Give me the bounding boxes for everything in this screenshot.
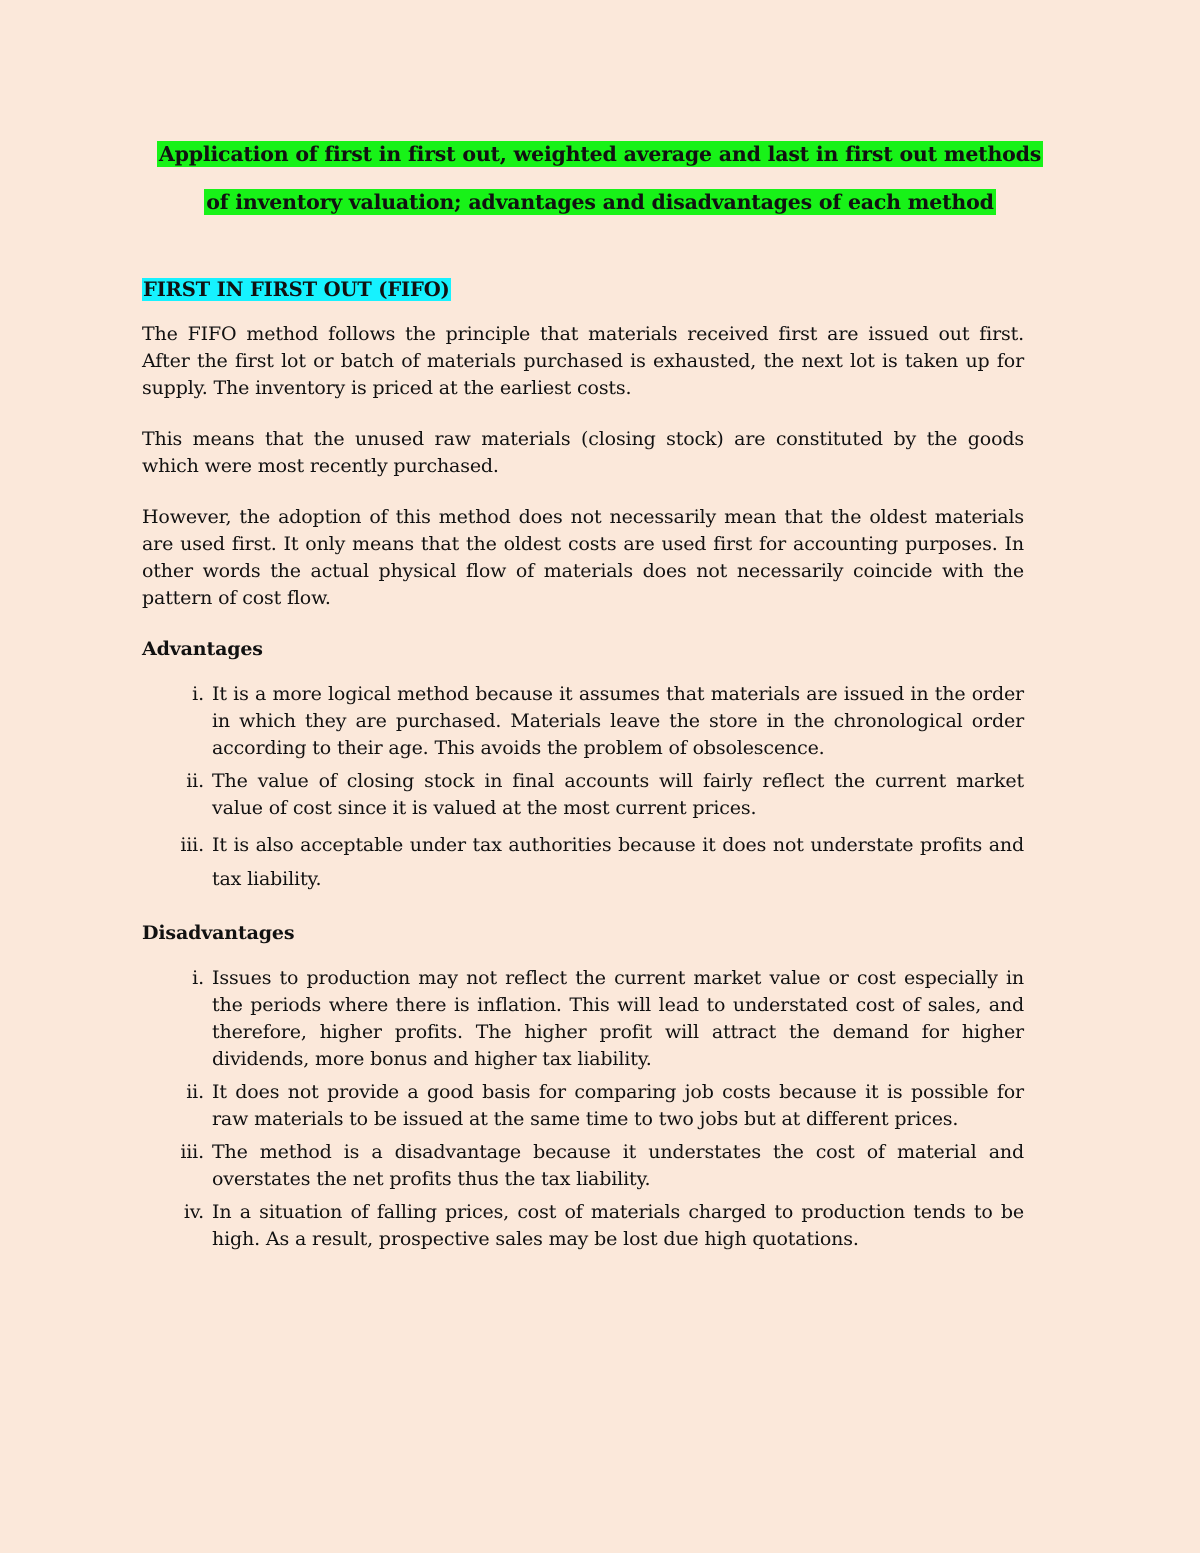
fifo-paragraph-2: This means that the unused raw materials (closing stock) are constituted by the goods which were most recently purchased.	[142, 428, 1024, 477]
list-number: ii.	[186, 1081, 204, 1103]
list-item	[142, 1139, 1024, 1193]
fifo-heading: FIRST IN FIRST OUT (FIFO)	[143, 278, 450, 301]
list-text: The method is a disadvantage because it understates the cost of material and overstates the net profits thus the tax liability.	[212, 1141, 1024, 1190]
list-number: iv.	[183, 1201, 204, 1223]
disadvantages-list	[142, 965, 1024, 1253]
list-item	[142, 828, 1024, 896]
advantages-heading: Advantages	[142, 638, 263, 660]
list-text: The value of closing stock in final accounts will fairly reflect the current market value of cost since it is valued at the most current prices.	[212, 770, 1024, 819]
fifo-paragraph-3: However, the adoption of this method does not necessarily mean that the oldest materials are used first. It only means that the oldest costs are used first for accounting purposes. In other words the actual physical flow of materials does not necessarily coincide with the pattern of cost flow.	[142, 506, 1024, 609]
list-text: In a situation of falling prices, cost of materials charged to production tends to be high. As a result, prospective sales may be lost due high quotations.	[212, 1201, 1024, 1250]
title-line-1: Application of first in first out, weighted average and last in first out methods	[158, 142, 1042, 166]
document-body	[142, 276, 1024, 1277]
list-item	[142, 1199, 1024, 1253]
list-text: Issues to production may not reflect the current market value or cost especially in the periods where there is inflation. This will lead to understated cost of sales, and therefore, higher profits. The higher profit will attract the demand for higher dividends, more bonus and higher tax liability.	[212, 967, 1024, 1070]
list-text: It does not provide a good basis for comparing job costs because it is possible for raw materials to be issued at the same time to two jobs but at different prices.	[212, 1081, 1024, 1130]
disadvantages-heading: Disadvantages	[142, 922, 295, 944]
list-number: iii.	[180, 834, 204, 856]
list-number: ii.	[186, 770, 204, 792]
advantages-list	[142, 681, 1024, 896]
list-item	[142, 965, 1024, 1073]
list-item	[142, 1079, 1024, 1133]
list-number: i.	[192, 683, 204, 705]
list-text: It is a more logical method because it assumes that materials are issued in the order in which they are purchased. Materials leave the store in the chronological order according to their age. This avoids the problem of obsolescence.	[212, 683, 1024, 759]
list-number: iii.	[180, 1141, 204, 1163]
title-line-2: of inventory valuation; advantages and disadvantages of each method	[206, 190, 994, 214]
list-text: It is also acceptable under tax authorities because it does not understate profits and tax liability.	[212, 834, 1024, 890]
fifo-paragraph-1: The FIFO method follows the principle that materials received first are issued out first. After the first lot or batch of materials purchased is exhausted, the next lot is taken up for supply. The inventory is priced at the earliest costs.	[142, 323, 1024, 399]
document-title	[0, 130, 1200, 226]
list-number: i.	[192, 967, 204, 989]
list-item	[142, 768, 1024, 822]
list-item	[142, 681, 1024, 762]
